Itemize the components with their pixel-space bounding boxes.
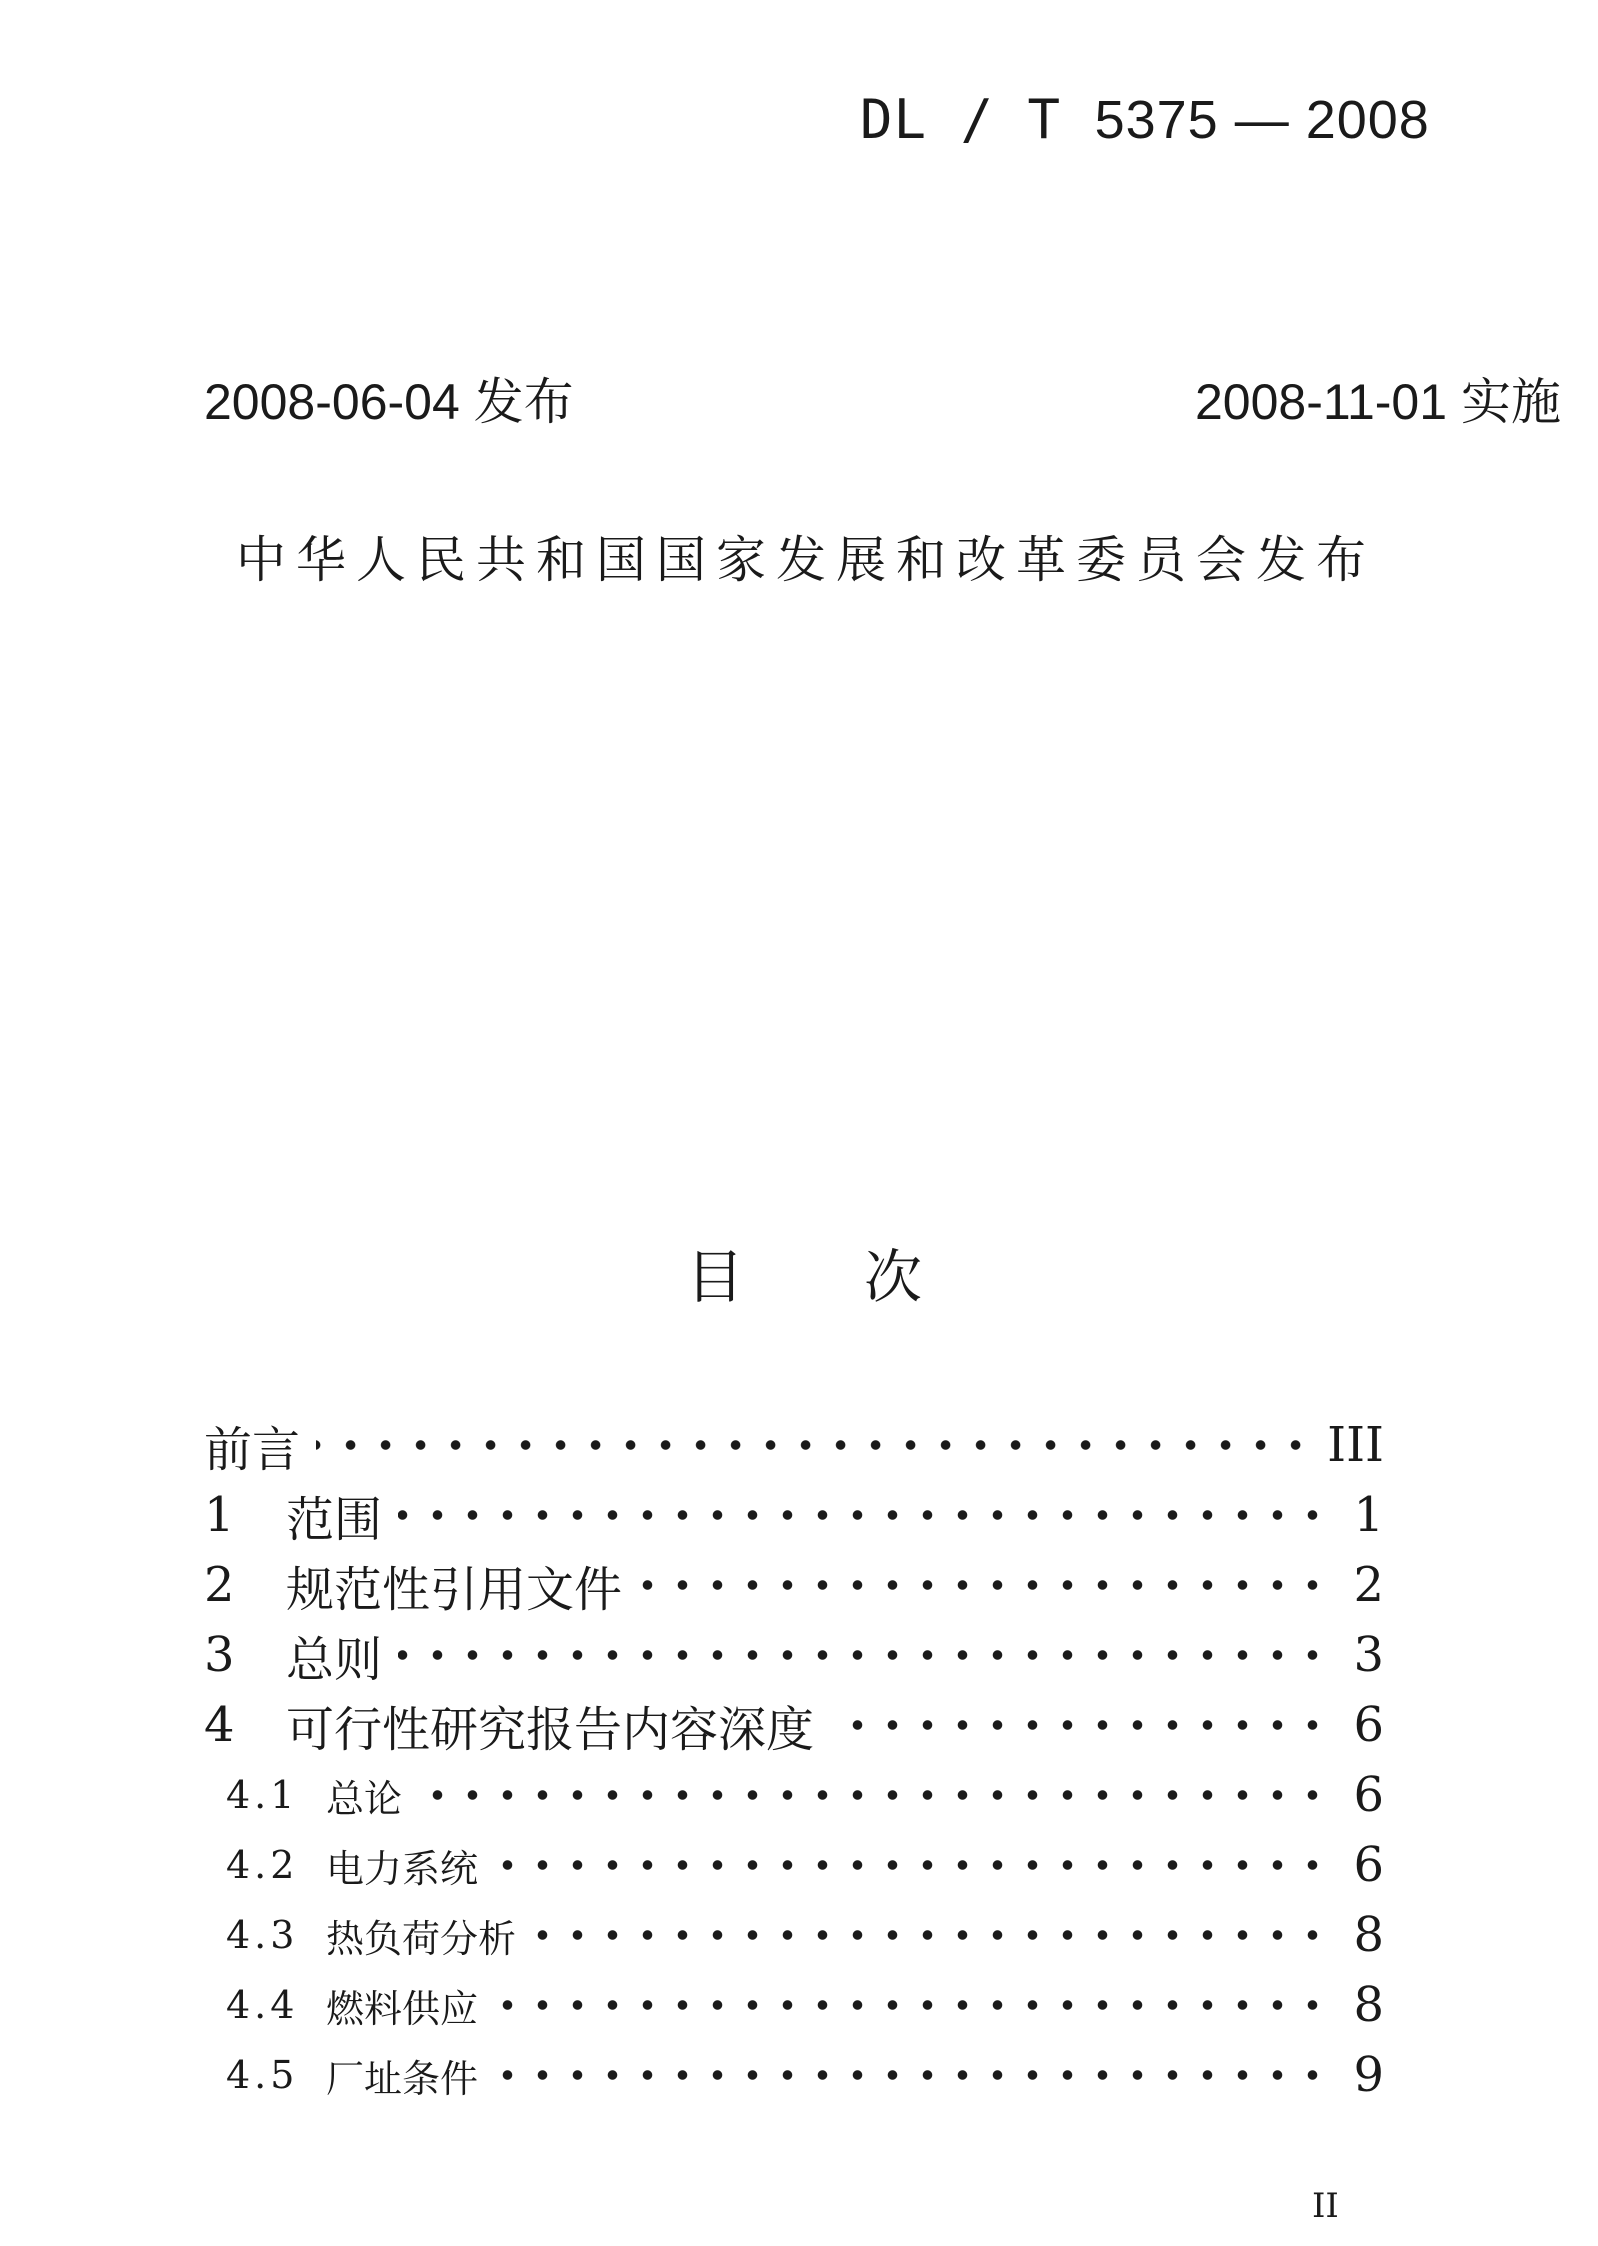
toc-leader-dots	[398, 1508, 1330, 1522]
toc-entry-4-5[interactable]	[204, 2040, 1384, 2110]
toc-entry-label: 燃料供应	[326, 1986, 479, 2031]
toc-leader-dots	[494, 1998, 1330, 2012]
toc-entry-page: 6	[1353, 1767, 1384, 1823]
toc-entry-page: 2	[1353, 1557, 1384, 1613]
toc-entry-4-3[interactable]	[204, 1900, 1384, 1970]
toc-leader-dots	[494, 1858, 1330, 1872]
implement-date-clip	[1195, 362, 1561, 434]
standard-code-prefix: DL / T	[860, 88, 1095, 151]
toc-entry-4-2[interactable]	[204, 1830, 1384, 1900]
publisher-line: 中华人民共和国国家发展和改革委员会发布	[236, 532, 1376, 588]
toc-entry-preface[interactable]	[204, 1410, 1384, 1480]
toc-entry-label: 电力系统	[326, 1846, 479, 1891]
toc-entry-page: III	[1327, 1417, 1384, 1473]
toc-entry-label: 可行性研究报告内容深度	[286, 1701, 815, 1758]
toc-entry-page: 8	[1353, 1977, 1384, 2033]
toc-title	[686, 1230, 922, 1314]
toc-entry-page: 1	[1353, 1487, 1384, 1543]
toc-entry-4[interactable]	[204, 1690, 1384, 1760]
toc-entry-number: 4.3	[226, 1913, 299, 1957]
toc-title-char-2: 次	[864, 1245, 923, 1310]
toc-leader-dots	[316, 1438, 1313, 1452]
toc-entry-number: 4.4	[226, 1983, 299, 2027]
toc-entry-4-1[interactable]	[204, 1760, 1384, 1830]
toc-entry-page: 8	[1353, 1907, 1384, 1963]
toc-entry-label: 前言	[204, 1421, 301, 1478]
toc-leader-dots	[638, 1578, 1330, 1592]
toc-entry-number: 1	[204, 1487, 235, 1543]
table-of-contents	[204, 1410, 1384, 2110]
toc-leader-dots	[494, 2068, 1330, 2082]
toc-leader-dots	[398, 1648, 1330, 1662]
toc-leader-dots	[830, 1718, 1330, 1732]
page-number: II	[1312, 2186, 1339, 2226]
toc-entry-label: 总论	[326, 1776, 403, 1821]
toc-entry-number: 3	[204, 1627, 235, 1683]
toc-entry-page: 6	[1353, 1837, 1384, 1893]
toc-entry-4-4[interactable]	[204, 1970, 1384, 2040]
toc-entry-number: 4.2	[226, 1843, 299, 1887]
toc-entry-label: 规范性引用文件	[286, 1561, 623, 1618]
toc-entry-1[interactable]	[204, 1480, 1384, 1550]
toc-entry-page: 9	[1353, 2047, 1384, 2103]
standard-code	[860, 88, 1430, 151]
toc-title-char-1: 目	[686, 1245, 745, 1310]
implement-date: 2008-11-01 实施	[1195, 374, 1561, 430]
toc-entry-number: 2	[204, 1557, 235, 1613]
toc-entry-3[interactable]	[204, 1620, 1384, 1690]
toc-entry-label: 范围	[286, 1491, 383, 1548]
toc-entry-page: 6	[1353, 1697, 1384, 1753]
toc-leader-dots	[418, 1788, 1330, 1802]
toc-entry-label: 厂址条件	[326, 2056, 479, 2101]
toc-entry-number: 4.5	[226, 2053, 299, 2097]
toc-entry-label: 总则	[286, 1631, 383, 1688]
toc-entry-page: 3	[1353, 1627, 1384, 1683]
toc-entry-number: 4	[204, 1697, 235, 1753]
toc-entry-2[interactable]	[204, 1550, 1384, 1620]
issue-date: 2008-06-04 发布	[204, 374, 574, 430]
toc-entry-number: 4.1	[226, 1773, 299, 1817]
standard-code-number: 5375 — 2008	[1094, 90, 1430, 150]
toc-entry-label: 热负荷分析	[326, 1916, 517, 1961]
toc-leader-dots	[532, 1928, 1330, 1942]
